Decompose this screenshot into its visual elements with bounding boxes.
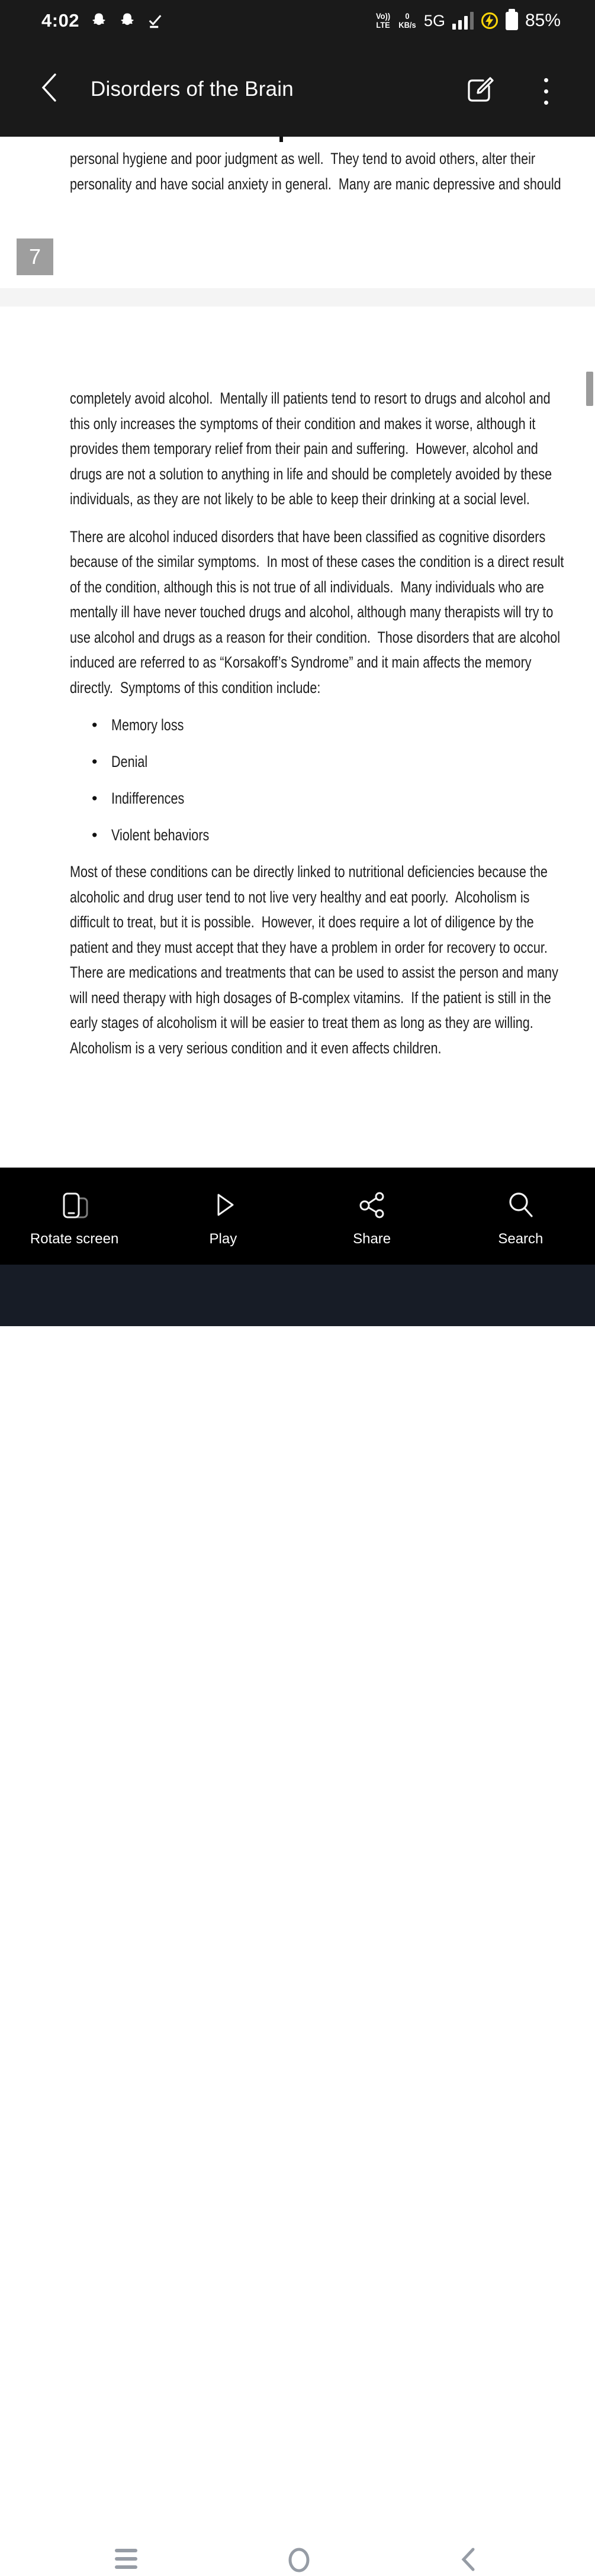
text-line: There are alcohol induced disorders that have been classified as cognitive disorders [70, 527, 546, 546]
home-icon [286, 2565, 312, 2575]
recents-button[interactable] [115, 2549, 137, 2569]
snapchat-notification-icon [118, 12, 136, 30]
bullet-icon: • [92, 826, 98, 844]
paragraph [70, 524, 595, 701]
text-line: difficult to treat, but it is possible. However, it does require a lot of diligence by the [70, 913, 534, 931]
chevron-left-icon [38, 71, 59, 107]
list-item [70, 749, 595, 775]
app-header [0, 41, 595, 137]
bullet-text: Memory loss [111, 716, 184, 734]
status-bar [0, 0, 595, 41]
snapchat-notification-icon [90, 12, 108, 30]
task-done-icon [147, 12, 163, 29]
document-page [70, 386, 595, 1073]
android-nav-bar [0, 1265, 595, 1326]
bottom-toolbar [0, 1168, 595, 1265]
page-separator [0, 288, 595, 307]
toolbar-label: Rotate screen [30, 1231, 119, 1247]
text-line: induced are referred to as “Korsakoff’s Syndrome” and it main affects the memory [70, 653, 532, 671]
share-button[interactable] [298, 1168, 446, 1265]
play-button[interactable] [149, 1168, 297, 1265]
toolbar-label: Play [209, 1231, 237, 1247]
search-button[interactable] [446, 1168, 595, 1265]
text-line: mentally ill have never touched drugs and alcohol, although many therapists will try to [70, 603, 554, 621]
bullet-icon: • [92, 753, 98, 770]
text-line: early stages of alcoholism it will be easier to treat them as long as they are willing. [70, 1014, 533, 1031]
charging-icon [481, 12, 498, 30]
text-line: directly. Symptoms of this condition include: [70, 678, 321, 697]
list-item [70, 786, 595, 811]
kebab-menu-icon [544, 78, 548, 105]
rotate-screen-button[interactable] [0, 1168, 149, 1265]
text-line: individuals, as they are not likely to be able to keep their drinking at a social level. [70, 490, 530, 508]
bullet-text: Violent behaviors [111, 826, 210, 844]
edit-icon [463, 73, 496, 109]
page-title: Disorders of the Brain [91, 77, 294, 101]
clipped-line-remnant [279, 137, 283, 142]
bullet-icon: • [92, 789, 98, 807]
text-line: drugs are not a solution to anything in life and should be completely avoided by these [70, 465, 552, 483]
clock: 4:02 [41, 10, 80, 31]
text-line: because of the similar symptoms. In most of these cases the condition is a direct result [70, 553, 564, 570]
paragraph [70, 386, 595, 512]
overflow-menu-button[interactable] [530, 69, 561, 114]
paragraph [70, 859, 595, 1060]
text-line: this only increases the symptoms of their condition and makes it worse, although it [70, 414, 536, 433]
text-line: use alcohol and drugs as a reason for their condition. Those disorders that are alcohol [70, 628, 561, 646]
toolbar-label: Search [498, 1231, 543, 1247]
bullet-list [70, 712, 595, 848]
signal-strength-icon [452, 12, 474, 30]
bullet-text: Indifferences [111, 789, 185, 807]
bullet-icon: • [92, 716, 98, 734]
text-line: personality and have social anxiety in general. Many are manic depressive and should [70, 175, 561, 193]
share-icon [356, 1189, 388, 1224]
text-line: provides them temporary relief from their pain and suffering. However, alcohol and [70, 440, 538, 457]
rotate-screen-icon [59, 1189, 91, 1224]
list-item [70, 823, 595, 848]
network-speed-indicator: 0 KB/s [398, 11, 416, 30]
text-line: completely avoid alcohol. Mentally ill patients tend to resort to drugs and alcohol and [70, 389, 551, 407]
home-button[interactable] [286, 2547, 312, 2576]
edit-button[interactable] [461, 72, 498, 110]
search-icon [504, 1189, 536, 1224]
back-nav-button[interactable] [459, 2547, 477, 2575]
text-line: will need therapy with high dosages of B-complex vitamins. If the patient is still in the [70, 988, 551, 1007]
text-line: There are medications and treatments that can be used to assist the person and many [70, 963, 558, 981]
back-button[interactable] [34, 65, 63, 112]
text-line: Most of these conditions can be directly linked to nutritional deficiencies because the [70, 863, 548, 881]
bullet-text: Denial [111, 753, 148, 770]
play-icon [207, 1189, 239, 1224]
text-line: of the condition, although this is not true of all individuals. Many individuals who are [70, 578, 544, 596]
battery-icon [506, 12, 518, 30]
page-number-badge: 7 [17, 238, 53, 275]
back-icon [459, 2564, 477, 2574]
toolbar-label: Share [353, 1231, 391, 1247]
volte-icon: Vo)) LTE [375, 11, 390, 30]
text-line: Alcoholism is a very serious condition and it even affects children. [70, 1039, 442, 1057]
text-line: alcoholic and drug user tend to not live very healthy and eat poorly. Alcoholism is [70, 888, 530, 906]
text-line: patient and they must accept that they have a problem in order for recovery to occur. [70, 938, 548, 956]
text-line: personal hygiene and poor judgment as well. They tend to avoid others, alter their [70, 150, 536, 167]
battery-percent: 85% [525, 11, 561, 30]
previous-page-text [70, 146, 595, 196]
list-item [70, 712, 595, 738]
network-type-label: 5G [423, 11, 445, 30]
